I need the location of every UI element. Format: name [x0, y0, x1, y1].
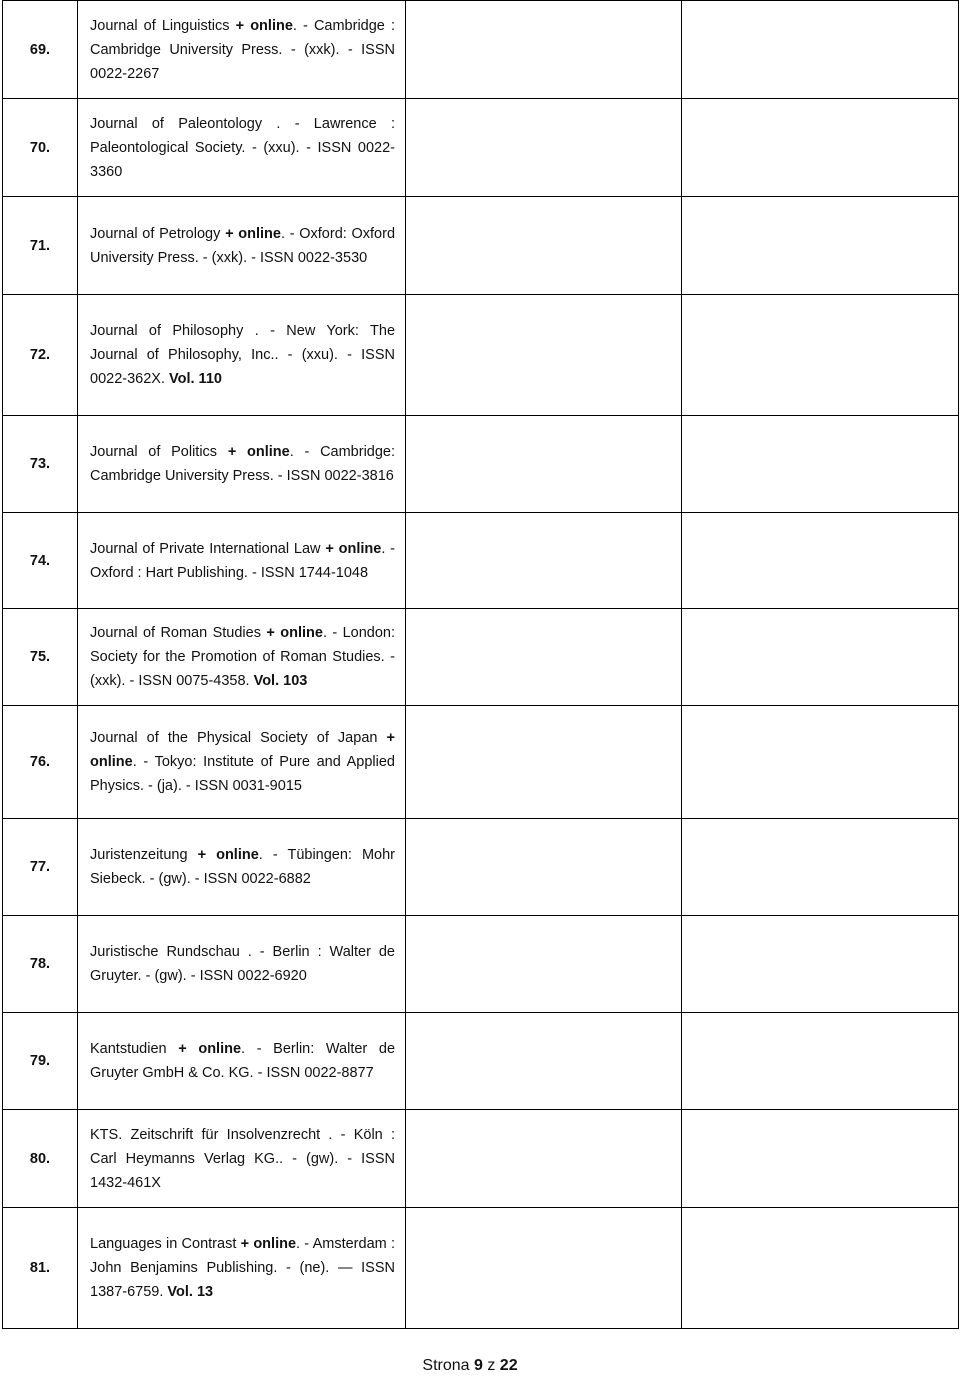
empty-cell — [406, 1208, 682, 1329]
entry-details: . - Lawrence : Paleontological Society. - (xxu). - ISSN 0022-3360 — [90, 115, 395, 180]
entry-plus: + — [197, 847, 207, 863]
page-footer — [0, 1357, 940, 1375]
entry-number: 74. — [3, 513, 78, 609]
entry-details: . - Amsterdam : John Benjamins Publishing. - (ne). — ISSN 1387-6759. — [90, 1236, 395, 1300]
page-label: Strona — [422, 1357, 470, 1374]
entry-details: . - Tokyo: Institute of Pure and Applied Physics. - (ja). - ISSN 0031-9015 — [90, 754, 395, 794]
entry-volume: Vol. 110 — [169, 371, 222, 387]
entry-title: Languages in Contrast — [90, 1236, 237, 1252]
empty-cell — [406, 1110, 682, 1208]
entry-plus: + — [227, 444, 237, 460]
table-row — [3, 1110, 959, 1208]
entry-details: . - Köln : Carl Heymanns Verlag KG.. - (gw). - ISSN 1432-461X — [90, 1126, 395, 1191]
entry-title: Kantstudien — [90, 1041, 167, 1057]
entry-volume: Vol. 13 — [167, 1284, 214, 1300]
entry-number: 80. — [3, 1110, 78, 1208]
entry-title: Journal of Private International Law — [90, 540, 321, 557]
entry-online: online — [253, 1236, 297, 1252]
entry-details: . - Oxford: Oxford University Press. - (xxk). - ISSN 0022-3530 — [90, 225, 396, 266]
entry-title: Juristenzeitung — [90, 847, 188, 863]
empty-cell — [682, 1208, 959, 1329]
table-row — [3, 416, 959, 513]
table-row — [3, 1, 959, 99]
entry-number: 76. — [3, 706, 78, 819]
empty-cell — [682, 416, 959, 513]
entry-title: Journal of Petrology — [90, 225, 221, 242]
entry-citation — [78, 1013, 406, 1110]
entry-citation — [78, 1208, 406, 1329]
empty-cell — [406, 295, 682, 416]
empty-cell — [682, 99, 959, 197]
entry-online: online — [198, 1041, 242, 1057]
entry-number: 77. — [3, 819, 78, 916]
entry-number: 79. — [3, 1013, 78, 1110]
empty-cell — [682, 1013, 959, 1110]
entry-plus: + — [386, 730, 396, 746]
entry-plus: + — [178, 1041, 187, 1057]
entry-citation — [78, 99, 406, 197]
entry-number: 73. — [3, 416, 78, 513]
empty-cell — [406, 99, 682, 197]
entry-citation — [78, 1110, 406, 1208]
entry-online: online — [90, 754, 133, 770]
entry-details: . - Cambridge: Cambridge University Press. - ISSN 0022-3816 — [90, 444, 396, 484]
entry-number: 78. — [3, 916, 78, 1013]
entry-plus: + — [235, 17, 245, 34]
table-row — [3, 916, 959, 1013]
entry-title: KTS. Zeitschrift für Insolvenzrecht — [90, 1126, 321, 1143]
entry-citation — [78, 1, 406, 99]
entry-plus: + — [325, 540, 334, 557]
entry-number: 81. — [3, 1208, 78, 1329]
entry-citation — [78, 295, 406, 416]
table-row — [3, 295, 959, 416]
entry-online: online — [338, 540, 382, 557]
entry-citation — [78, 609, 406, 706]
entry-number: 69. — [3, 1, 78, 99]
empty-cell — [406, 513, 682, 609]
entry-details: . - New York: The Journal of Philosophy, Inc.. - (xxu). - ISSN 0022-362X. — [90, 323, 396, 387]
entry-citation — [78, 513, 406, 609]
entry-citation — [78, 706, 406, 819]
entry-online: online — [250, 17, 293, 34]
table-row — [3, 197, 959, 295]
current-page: 9 — [473, 1357, 483, 1374]
entry-volume: Vol. 103 — [253, 673, 308, 689]
empty-cell — [406, 916, 682, 1013]
entry-number: 71. — [3, 197, 78, 295]
entry-title: Journal of the Physical Society of Japan — [90, 730, 378, 746]
entry-title: Journal of Linguistics — [90, 17, 230, 34]
empty-cell — [406, 819, 682, 916]
table-row — [3, 1013, 959, 1110]
entry-citation — [78, 819, 406, 916]
empty-cell — [406, 197, 682, 295]
entry-details: . - Oxford : Hart Publishing. - ISSN 1744-1048 — [90, 540, 395, 581]
entry-online: online — [280, 625, 323, 641]
entry-number: 75. — [3, 609, 78, 706]
table-row — [3, 513, 959, 609]
entry-details: . - London: Society for the Promotion of Roman Studies. - (xxk). - ISSN 0075-4358. — [90, 625, 396, 689]
entry-online: online — [247, 444, 290, 460]
entry-details: . - Tübingen: Mohr Siebeck. - (gw). - ISSN 0022-6882 — [90, 847, 396, 887]
empty-cell — [406, 1, 682, 99]
entry-details: . - Berlin: Walter de Gruyter GmbH & Co. KG. - ISSN 0022-8877 — [90, 1041, 396, 1081]
table-row — [3, 706, 959, 819]
journal-table-body — [3, 1, 959, 1329]
entry-title: Journal of Roman Studies — [90, 625, 261, 641]
empty-cell — [682, 916, 959, 1013]
entry-citation — [78, 197, 406, 295]
table-row — [3, 99, 959, 197]
empty-cell — [406, 706, 682, 819]
entry-details: . - Berlin : Walter de Gruyter. - (gw). - ISSN 0022-6920 — [90, 944, 395, 984]
empty-cell — [682, 706, 959, 819]
entry-plus: + — [240, 1236, 250, 1252]
entry-number: 70. — [3, 99, 78, 197]
entry-title: Journal of Philosophy — [90, 323, 244, 339]
entry-plus: + — [225, 225, 234, 242]
entry-online: online — [238, 225, 281, 242]
empty-cell — [682, 1110, 959, 1208]
entry-online: online — [216, 847, 259, 863]
table-row — [3, 609, 959, 706]
empty-cell — [406, 416, 682, 513]
empty-cell — [682, 609, 959, 706]
entry-title: Juristische Rundschau — [90, 944, 240, 960]
page-separator: z — [487, 1357, 496, 1374]
empty-cell — [682, 819, 959, 916]
entry-number: 72. — [3, 295, 78, 416]
table-row — [3, 819, 959, 916]
entry-citation — [78, 416, 406, 513]
empty-cell — [406, 609, 682, 706]
journal-table — [2, 0, 959, 1329]
empty-cell — [682, 197, 959, 295]
entry-details: . - Cambridge : Cambridge University Press. - (xxk). - ISSN 0022-2267 — [90, 17, 395, 82]
entry-citation — [78, 916, 406, 1013]
entry-title: Journal of Politics — [90, 444, 218, 460]
entry-title: Journal of Paleontology — [90, 115, 263, 132]
empty-cell — [406, 1013, 682, 1110]
entry-plus: + — [266, 625, 275, 641]
total-pages: 22 — [499, 1357, 518, 1374]
empty-cell — [682, 513, 959, 609]
table-row — [3, 1208, 959, 1329]
empty-cell — [682, 295, 959, 416]
empty-cell — [682, 1, 959, 99]
